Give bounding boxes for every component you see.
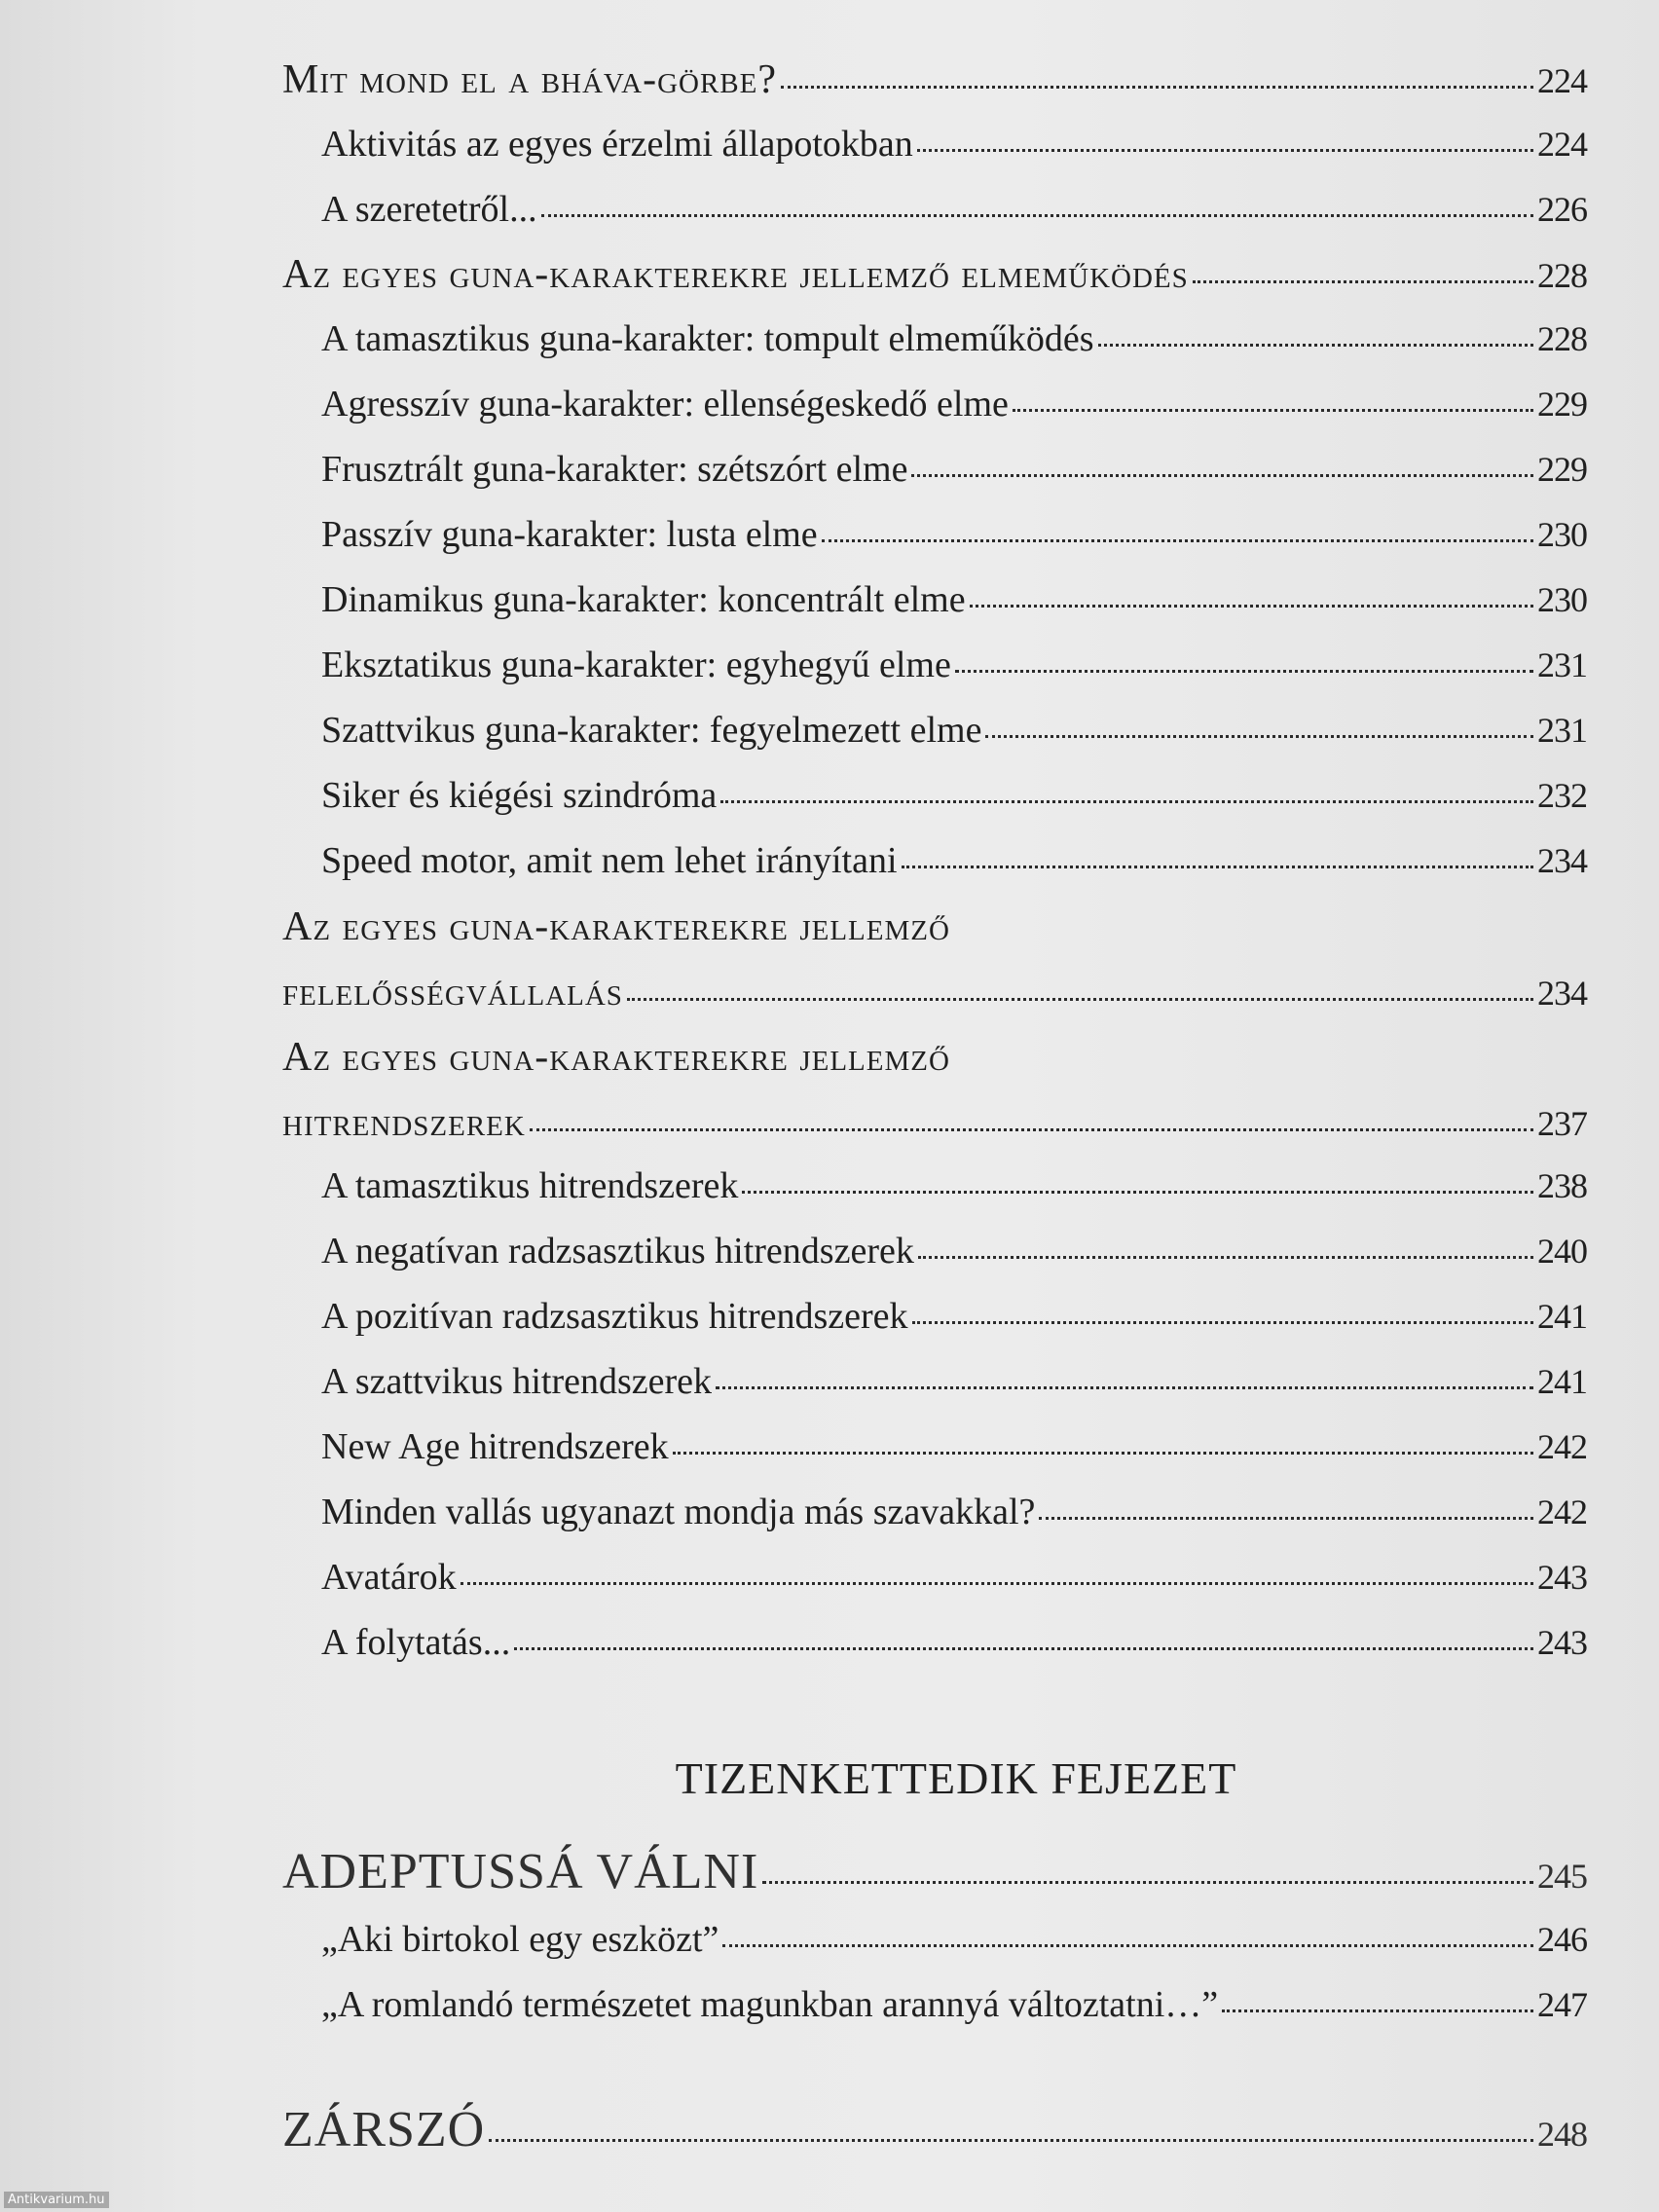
toc-title: Eksztatikus guna-karakter: egyhegyű elme	[321, 645, 951, 685]
toc-page: 243	[1537, 1558, 1587, 1597]
toc-page: 229	[1537, 385, 1587, 424]
toc-subsection	[321, 1621, 1587, 1664]
toc-subsection	[321, 1491, 1587, 1533]
dot-leader	[716, 1386, 1533, 1389]
toc-page: 245	[1537, 1857, 1587, 1896]
toc-page: 241	[1537, 1297, 1587, 1336]
toc-title: Siker és kiégési szindróma	[321, 775, 718, 816]
toc-page: 228	[1537, 256, 1587, 295]
toc-title: A folytatás...	[321, 1622, 511, 1663]
toc-title: felelősségvállalás	[282, 970, 623, 1014]
toc-page: 229	[1537, 450, 1587, 489]
toc-title: Szattvikus guna-karakter: fegyelmezett elme	[321, 710, 982, 751]
toc-page: 234	[1537, 974, 1587, 1013]
toc-title: Passzív guna-karakter: lusta elme	[321, 514, 818, 555]
toc-subsection	[321, 1556, 1587, 1599]
toc-page: 230	[1537, 580, 1587, 619]
dot-leader	[1039, 1517, 1533, 1520]
toc-subsection	[321, 644, 1587, 686]
toc-title: A tamasztikus guna-karakter: tompult elmeműködés	[321, 318, 1094, 359]
toc-page: 224	[1537, 61, 1587, 100]
toc-page: 231	[1537, 711, 1587, 750]
toc-subsection	[321, 578, 1587, 621]
toc-subsection	[321, 1164, 1587, 1207]
toc-title: A tamasztikus hitrendszerek	[321, 1165, 739, 1206]
toc-title: A szattvikus hitrendszerek	[321, 1361, 713, 1402]
dot-leader	[720, 800, 1533, 803]
dot-leader	[514, 1647, 1533, 1650]
dot-leader	[781, 86, 1533, 89]
toc-section-title-line1: Az egyes guna-karakterekre jellemző	[282, 904, 950, 949]
toc-page: 246	[1537, 1920, 1587, 1959]
dot-leader	[970, 605, 1533, 608]
toc-page: 240	[1537, 1232, 1587, 1271]
chapter-label: TIZENKETTEDIK FEJEZET	[675, 1753, 1237, 1803]
toc-subsection	[321, 1295, 1587, 1338]
toc-title: Mit mond el a bháva-görbe?	[282, 57, 777, 102]
toc-subsection	[321, 123, 1587, 166]
dot-leader	[1193, 280, 1533, 283]
toc-title: A pozitívan radzsasztikus hitrendszerek	[321, 1296, 908, 1337]
toc-subsection	[321, 1230, 1587, 1272]
toc-title: ZÁRSZÓ	[282, 2102, 486, 2157]
toc-subsection	[321, 839, 1587, 882]
toc-page: 232	[1537, 776, 1587, 815]
toc-title: Minden vallás ugyanazt mondja más szavakkal?	[321, 1492, 1036, 1532]
toc-title: Speed motor, amit nem lehet irányítani	[321, 840, 898, 881]
dot-leader	[911, 474, 1533, 477]
toc-subsection	[321, 1425, 1587, 1468]
toc-subsection	[321, 1918, 1587, 1961]
dot-leader	[917, 149, 1533, 152]
toc-section	[282, 56, 1587, 103]
dot-leader	[461, 1582, 1533, 1585]
toc-section	[282, 969, 1587, 1015]
toc-page: 224	[1537, 125, 1587, 164]
toc-page: 228	[1537, 319, 1587, 358]
dot-leader	[530, 1128, 1533, 1131]
toc-title: Frusztrált guna-karakter: szétszórt elme	[321, 449, 908, 490]
toc-title: Az egyes guna-karakterekre jellemző elmeműködés	[282, 252, 1189, 297]
toc-page: 230	[1537, 515, 1587, 554]
toc-subsection	[321, 1360, 1587, 1403]
watermark: Antikvarium.hu	[4, 2192, 109, 2208]
toc-subsection	[321, 1983, 1587, 2026]
toc-chapter	[282, 2101, 1587, 2158]
dot-leader	[489, 2139, 1533, 2142]
toc-title: A szeretetről...	[321, 189, 537, 230]
toc-page: 237	[1537, 1104, 1587, 1143]
dot-leader	[985, 735, 1533, 738]
toc-page: 231	[1537, 645, 1587, 684]
toc-page: 234	[1537, 841, 1587, 880]
dot-leader	[912, 1321, 1533, 1324]
dot-leader	[1098, 344, 1533, 347]
toc-title: ADEPTUSSÁ VÁLNI	[282, 1844, 759, 1899]
toc-subsection	[321, 317, 1587, 360]
toc-page: 241	[1537, 1362, 1587, 1401]
dot-leader	[822, 539, 1533, 542]
dot-leader	[627, 998, 1533, 1001]
dot-leader	[742, 1191, 1533, 1194]
toc-subsection	[321, 709, 1587, 752]
toc-page: 243	[1537, 1623, 1587, 1662]
dot-leader	[722, 1944, 1533, 1947]
toc-page: 226	[1537, 190, 1587, 229]
toc-page: 248	[1537, 2115, 1587, 2154]
dot-leader	[541, 214, 1533, 217]
dot-leader	[1013, 409, 1533, 412]
toc-title: Dinamikus guna-karakter: koncentrált elme	[321, 579, 966, 620]
toc-title: hitrendszerek	[282, 1100, 526, 1145]
toc-subsection	[321, 188, 1587, 231]
toc-title: Agresszív guna-karakter: ellenségeskedő elme	[321, 384, 1009, 424]
dot-leader	[673, 1452, 1533, 1455]
toc-title: New Age hitrendszerek	[321, 1426, 669, 1467]
toc-title: Aktivitás az egyes érzelmi állapotokban	[321, 124, 913, 165]
toc-chapter	[282, 1843, 1587, 1900]
toc-section	[282, 251, 1587, 298]
toc-title: „Aki birtokol egy eszközt”	[321, 1919, 719, 1960]
toc-page: 238	[1537, 1166, 1587, 1205]
toc-title: Avatárok	[321, 1557, 457, 1598]
toc-title: A negatívan radzsasztikus hitrendszerek	[321, 1231, 914, 1272]
dot-leader	[1222, 2009, 1533, 2012]
toc-subsection	[321, 774, 1587, 817]
toc-subsection	[321, 448, 1587, 491]
toc-subsection	[321, 513, 1587, 556]
toc-title: „A romlandó természetet magunkban arannyá változtatni…”	[321, 1984, 1219, 2025]
toc-page: 242	[1537, 1427, 1587, 1466]
dot-leader	[918, 1256, 1533, 1259]
toc-subsection	[321, 383, 1587, 425]
toc-page: 242	[1537, 1493, 1587, 1531]
toc-section-title-line1: Az egyes guna-karakterekre jellemző	[282, 1035, 950, 1080]
dot-leader	[955, 670, 1533, 673]
dot-leader	[902, 866, 1533, 868]
dot-leader	[762, 1881, 1533, 1884]
toc-page: 247	[1537, 1985, 1587, 2024]
toc-section	[282, 1099, 1587, 1146]
